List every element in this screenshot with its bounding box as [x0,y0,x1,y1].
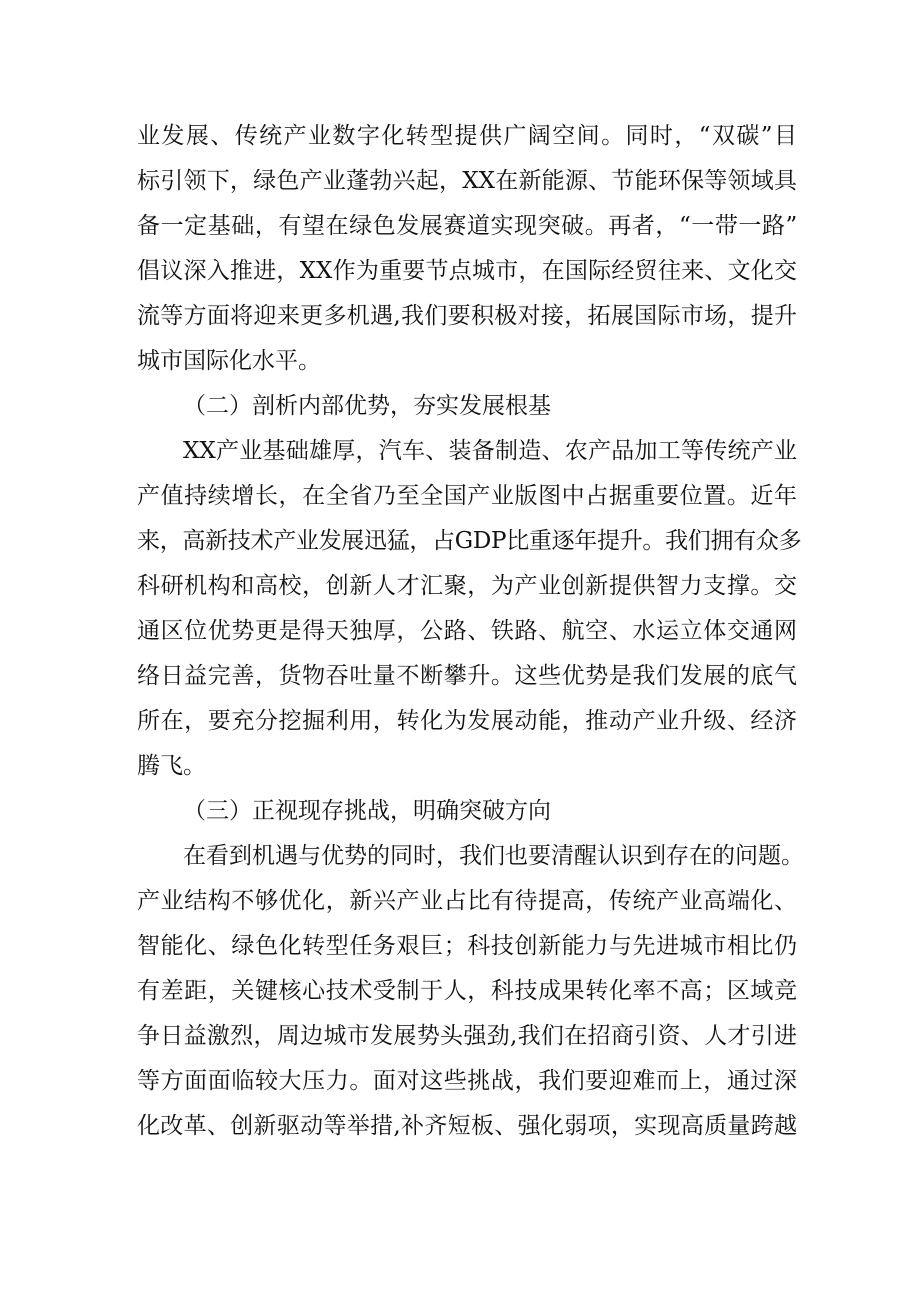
document-body [137,114,804,1149]
paragraph-line: 科研机构和高校，创新人才汇聚，为产业创新提供智力支撑。交 [137,573,797,599]
paragraph-line: 化改革、创新驱动等举措,补齐短板、强化弱项，实现高质量跨越 [137,1113,797,1139]
section-heading-2: （二）剖析内部优势，夯实发展根基 [183,393,551,419]
paragraph-line: 来，高新技术产业发展迅猛，占GDP比重逐年提升。我们拥有众多 [137,528,802,554]
paragraph-line: 倡议深入推进，XX作为重要节点城市，在国际经贸往来、文化交 [137,258,797,284]
paragraph-line: 产业结构不够优化，新兴产业占比有待提高，传统产业高端化、 [137,888,797,914]
paragraph-line: 等方面面临较大压力。面对这些挑战，我们要迎难而上，通过深 [137,1068,797,1094]
paragraph-line: 业发展、传统产业数字化转型提供广阔空间。同时，“双碳”目 [137,123,797,149]
paragraph-line: 标引领下，绿色产业蓬勃兴起，XX在新能源、节能环保等领域具 [137,168,797,194]
paragraph-line: 城市国际化水平。 [137,348,321,374]
paragraph-line: 络日益完善，货物吞吐量不断攀升。这些优势是我们发展的底气 [137,663,797,689]
paragraph-line: 腾飞。 [137,753,206,779]
paragraph-line: 在看到机遇与优势的同时，我们也要清醒认识到存在的问题。 [183,843,804,869]
paragraph-line: 备一定基础，有望在绿色发展赛道实现突破。再者，“一带一路” [137,213,797,239]
paragraph-line: 有差距，关键核心技术受制于人，科技成果转化率不高；区域竞 [137,978,797,1004]
paragraph-line: XX产业基础雄厚，汽车、装备制造、农产品加工等传统产业 [183,438,797,464]
paragraph-line: 争日益激烈，周边城市发展势头强劲,我们在招商引资、人才引进 [137,1023,797,1049]
paragraph-line: 通区位优势更是得天独厚，公路、铁路、航空、水运立体交通网 [137,618,797,644]
paragraph-line: 所在，要充分挖掘利用，转化为发展动能，推动产业升级、经济 [137,708,797,734]
paragraph-line: 流等方面将迎来更多机遇,我们要积极对接，拓展国际市场，提升 [137,303,797,329]
paragraph-line: 产值持续增长，在全省乃至全国产业版图中占据重要位置。近年 [137,483,797,509]
section-heading-3: （三）正视现存挑战，明确突破方向 [183,798,551,824]
paragraph-line: 智能化、绿色化转型任务艰巨；科技创新能力与先进城市相比仍 [137,933,797,959]
